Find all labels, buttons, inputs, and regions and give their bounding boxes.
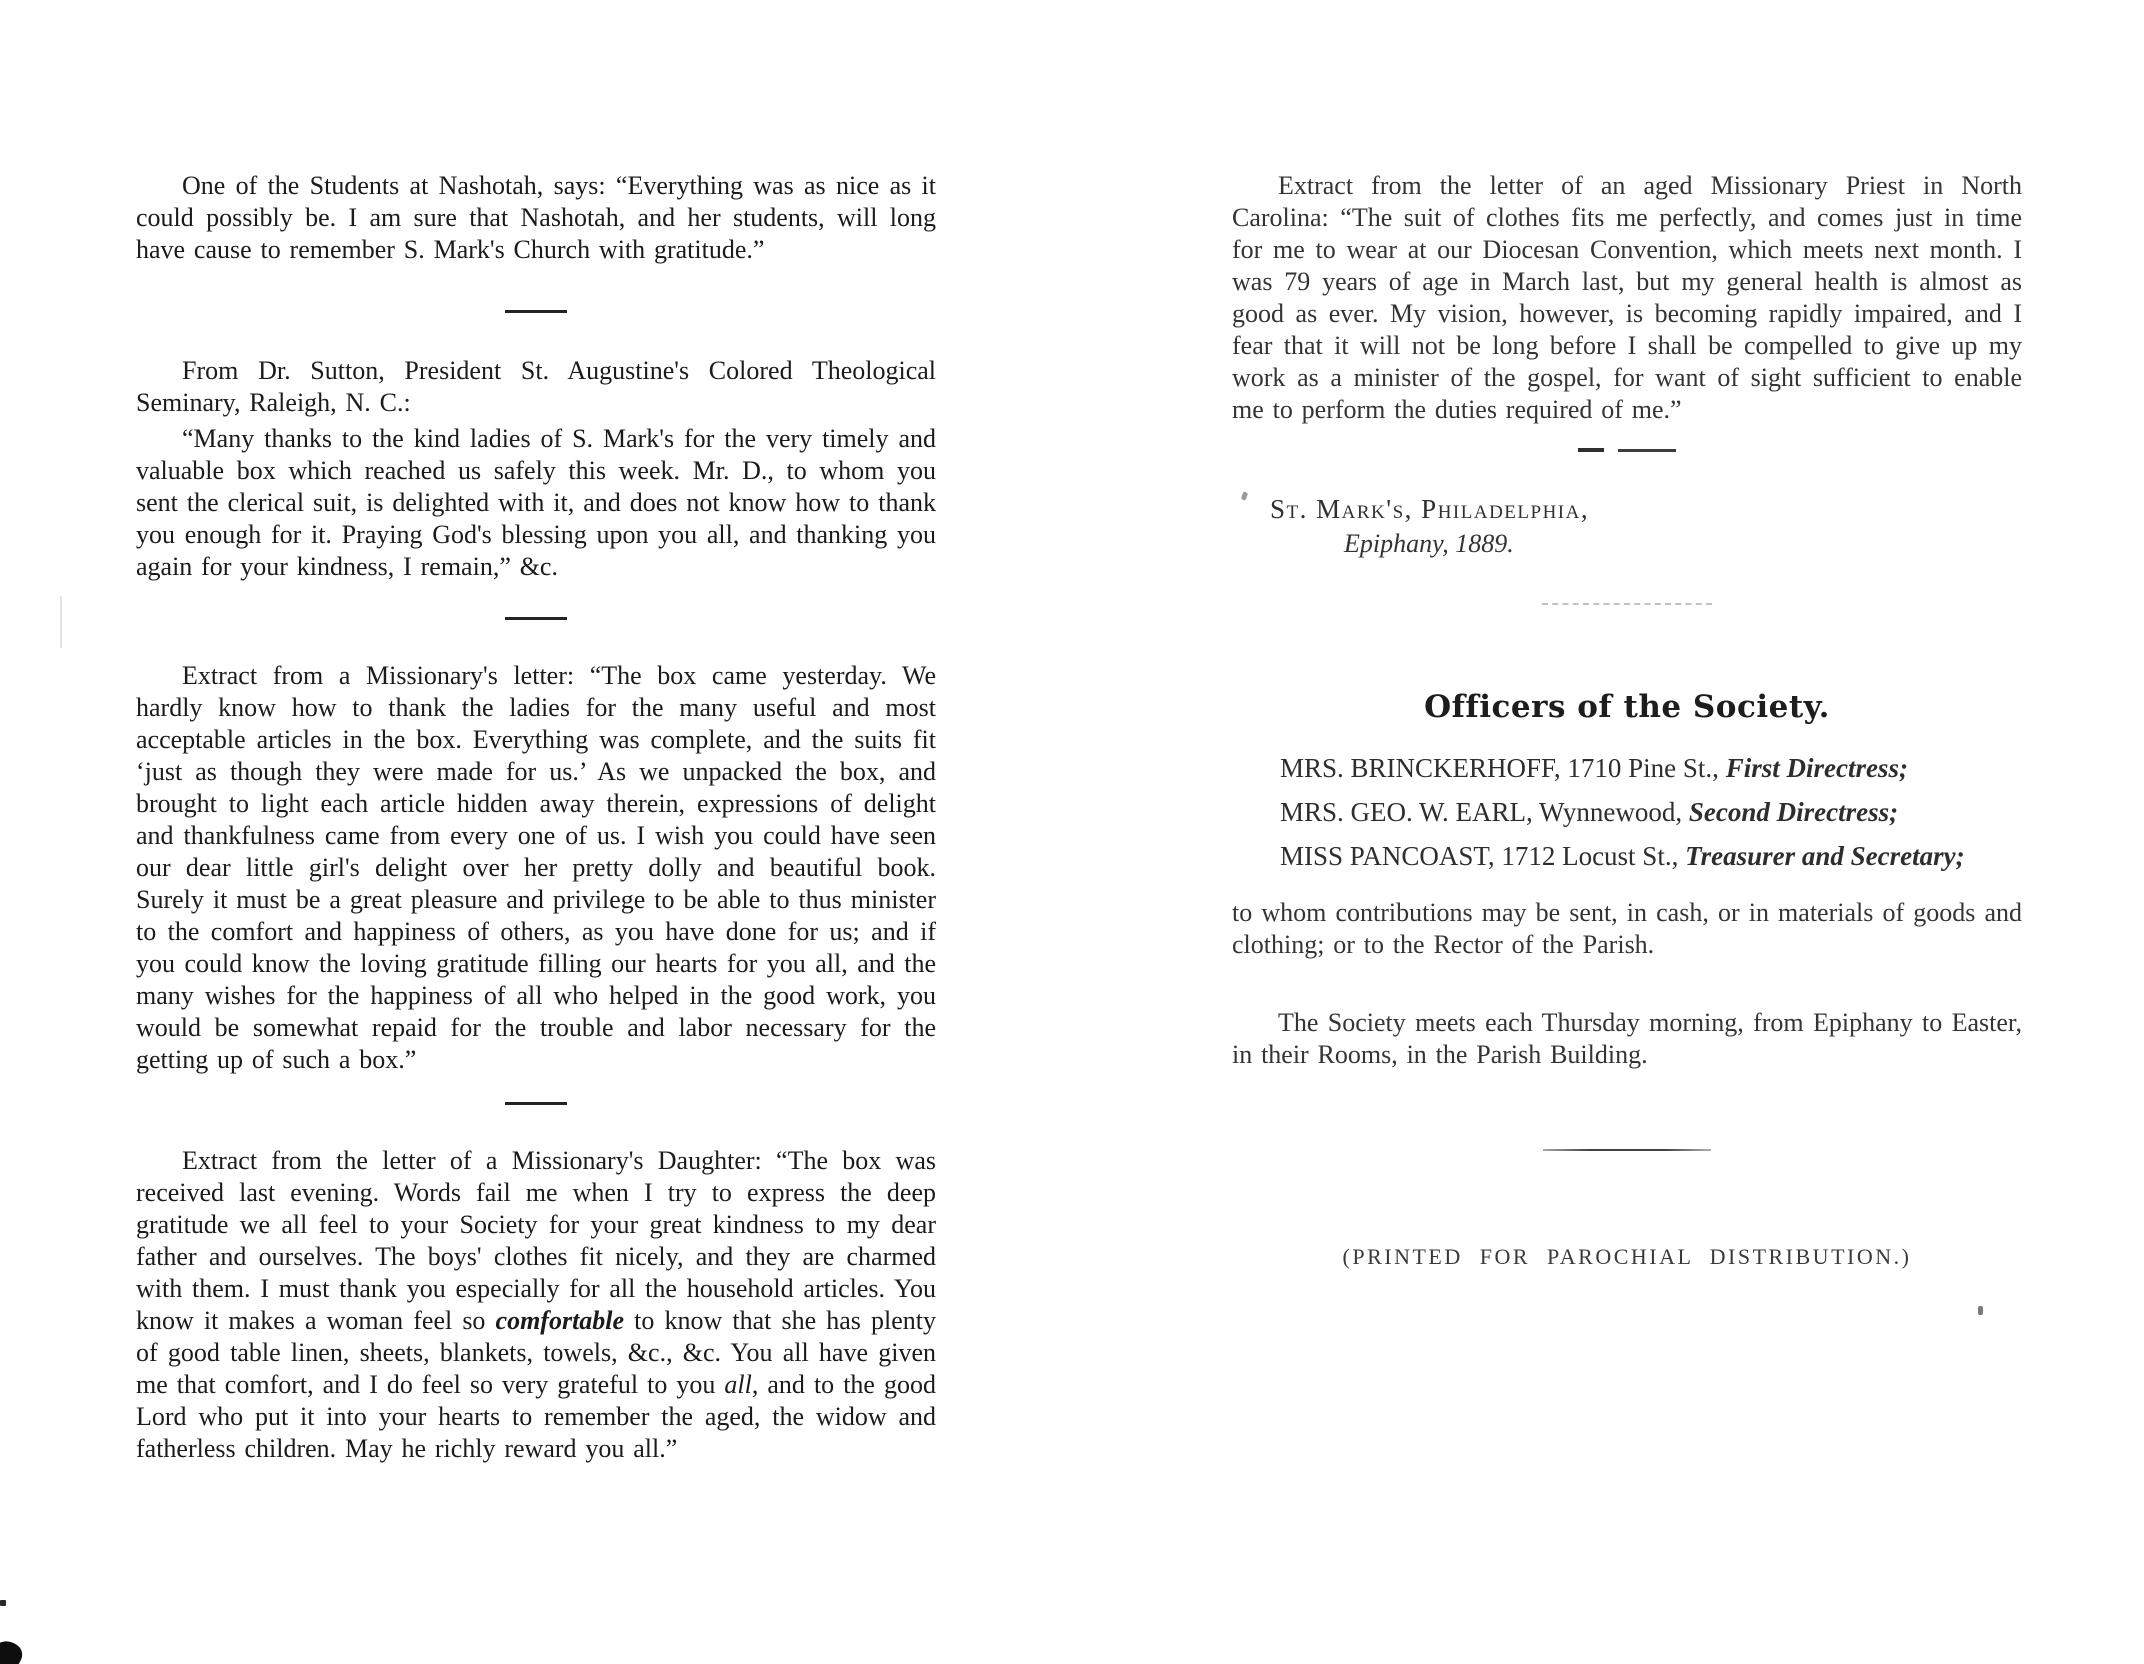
officer-name: MRS. GEO. W. EARL, Wynnewood, bbox=[1280, 797, 1689, 827]
right-page-column bbox=[1232, 170, 2022, 1271]
paragraph-missionary-letter: Extract from a Missionary's letter: “The box came yesterday. We hardly know how to thank the ladies for the many useful and most acceptable articles in the box. Everything was complete, and the suits fit ‘just as though they were made for us.’ As we unpacked the box, and brought to light each article hidden away therein, expressions of delight and thankfulness came from every one of us. I wish you could have seen our dear little girl's delight over her pretty dolly and beautiful book. Surely it must be a great pleasure and privilege to be able to thus minister to the comfort and happiness of others, as you have done for us; and if you could know the loving gratitude filling our hearts for you all, and the many wishes for the happiness of all who helped in the good work, you would be somewhat repaid for the trouble and labor necessary for the getting up of such a box.” bbox=[136, 661, 936, 1074]
paragraph-meetings: The Society meets each Thursday morning, from Epiphany to Easter, in their Rooms, in the Parish Building. bbox=[1232, 1008, 2022, 1069]
section-divider bbox=[505, 310, 567, 313]
officer-name: MISS PANCOAST, 1712 Locust St., bbox=[1280, 841, 1686, 871]
daughter-letter-text: Extract from the letter of a Missionary's Daughter: “The box was received last evening. Words fail me when I try to express the deep gratitude we all feel to your Society for your great kindness to my dear father and ourselves. The boys' clothes fit nicely, and they are charmed with them. I must thank you especially for all the household articles. You know it makes a woman feel so bbox=[136, 1146, 936, 1335]
officer-title: Second Directress; bbox=[1688, 797, 1899, 827]
scan-streak bbox=[60, 596, 62, 648]
place-line: St. Mark's, Philadelphia, bbox=[1270, 494, 1590, 524]
section-divider bbox=[505, 1102, 567, 1105]
section-divider bbox=[505, 617, 567, 620]
date-line: Epiphany, 1889. bbox=[1344, 529, 1514, 558]
daughter-letter-text: to know that she has plenty of good table linen, sheets, blankets, towels, &c., &c. You all have given me that comfort, and I do feel so very grateful to you bbox=[136, 1306, 936, 1399]
footer-note: (PRINTED FOR PAROCHIAL DISTRIBUTION.) bbox=[1342, 1244, 1912, 1269]
officer-entry bbox=[1280, 839, 2022, 873]
paragraph-sutton-heading: From Dr. Sutton, President St. Augustine's Colored Theological Seminary, Raleigh, N. C.: bbox=[136, 356, 936, 417]
section-divider bbox=[1542, 603, 1712, 605]
paragraph-daughter-letter bbox=[136, 1145, 936, 1465]
daughter-letter-text: , and to the good Lord who put it into your hearts to remember the aged, the widow and fatherless children. May he richly reward you all.” bbox=[136, 1370, 936, 1463]
divider-dash bbox=[1618, 449, 1676, 452]
officer-title: Treasurer and Secretary; bbox=[1685, 841, 1965, 871]
paragraph-priest-letter: Extract from the letter of an aged Missionary Priest in North Carolina: “The suit of clothes fits me perfectly, and comes just in time for me to wear at our Diocesan Convention, which meets next month. I was 79 years of age in March last, but my general health is almost as good as ever. My vision, however, is becoming rapidly impaired, and I fear that it will not be long before I shall be compelled to give up my work as a minister of the gospel, for want of sight sufficient to enable me to perform the duties required of me.” bbox=[1232, 171, 2022, 424]
officer-entry bbox=[1280, 751, 2022, 785]
divider-dash bbox=[1578, 448, 1604, 452]
paragraph-sutton-quote: “Many thanks to the kind ladies of S. Mark's for the very timely and valuable box which reached us safely this week. Mr. D., to whom you sent the clerical suit, is delighted with it, and does not know how to thank you enough for it. Praying God's blessing upon you all, and thanking you again for your kindness, I remain,” &c. bbox=[136, 424, 936, 581]
officer-name: MRS. BRINCKERHOFF, 1710 Pine St., bbox=[1280, 753, 1726, 783]
daughter-letter-emphasis: comfortable bbox=[495, 1306, 625, 1335]
ink-speck bbox=[1978, 1306, 1983, 1315]
ink-speck bbox=[0, 1600, 6, 1606]
officer-title: First Directress; bbox=[1725, 753, 1908, 783]
paragraph-nashotah: One of the Students at Nashotah, says: “Everything was as nice as it could possibly be. I am sure that Nashotah, and her students, will long have cause to remember S. Mark's Church with gratitude.” bbox=[136, 171, 936, 264]
left-page-column bbox=[136, 170, 936, 1465]
paragraph-contributions: to whom contributions may be sent, in cash, or in materials of goods and clothing; or to the Rector of the Parish. bbox=[1232, 898, 2022, 959]
section-divider bbox=[1543, 1149, 1711, 1151]
ink-blot bbox=[0, 1636, 26, 1664]
daughter-letter-emphasis: all bbox=[724, 1370, 752, 1399]
officers-heading: Officers of the Society. bbox=[1424, 689, 1830, 725]
section-divider bbox=[1232, 448, 2022, 452]
officer-entry bbox=[1280, 795, 2022, 829]
